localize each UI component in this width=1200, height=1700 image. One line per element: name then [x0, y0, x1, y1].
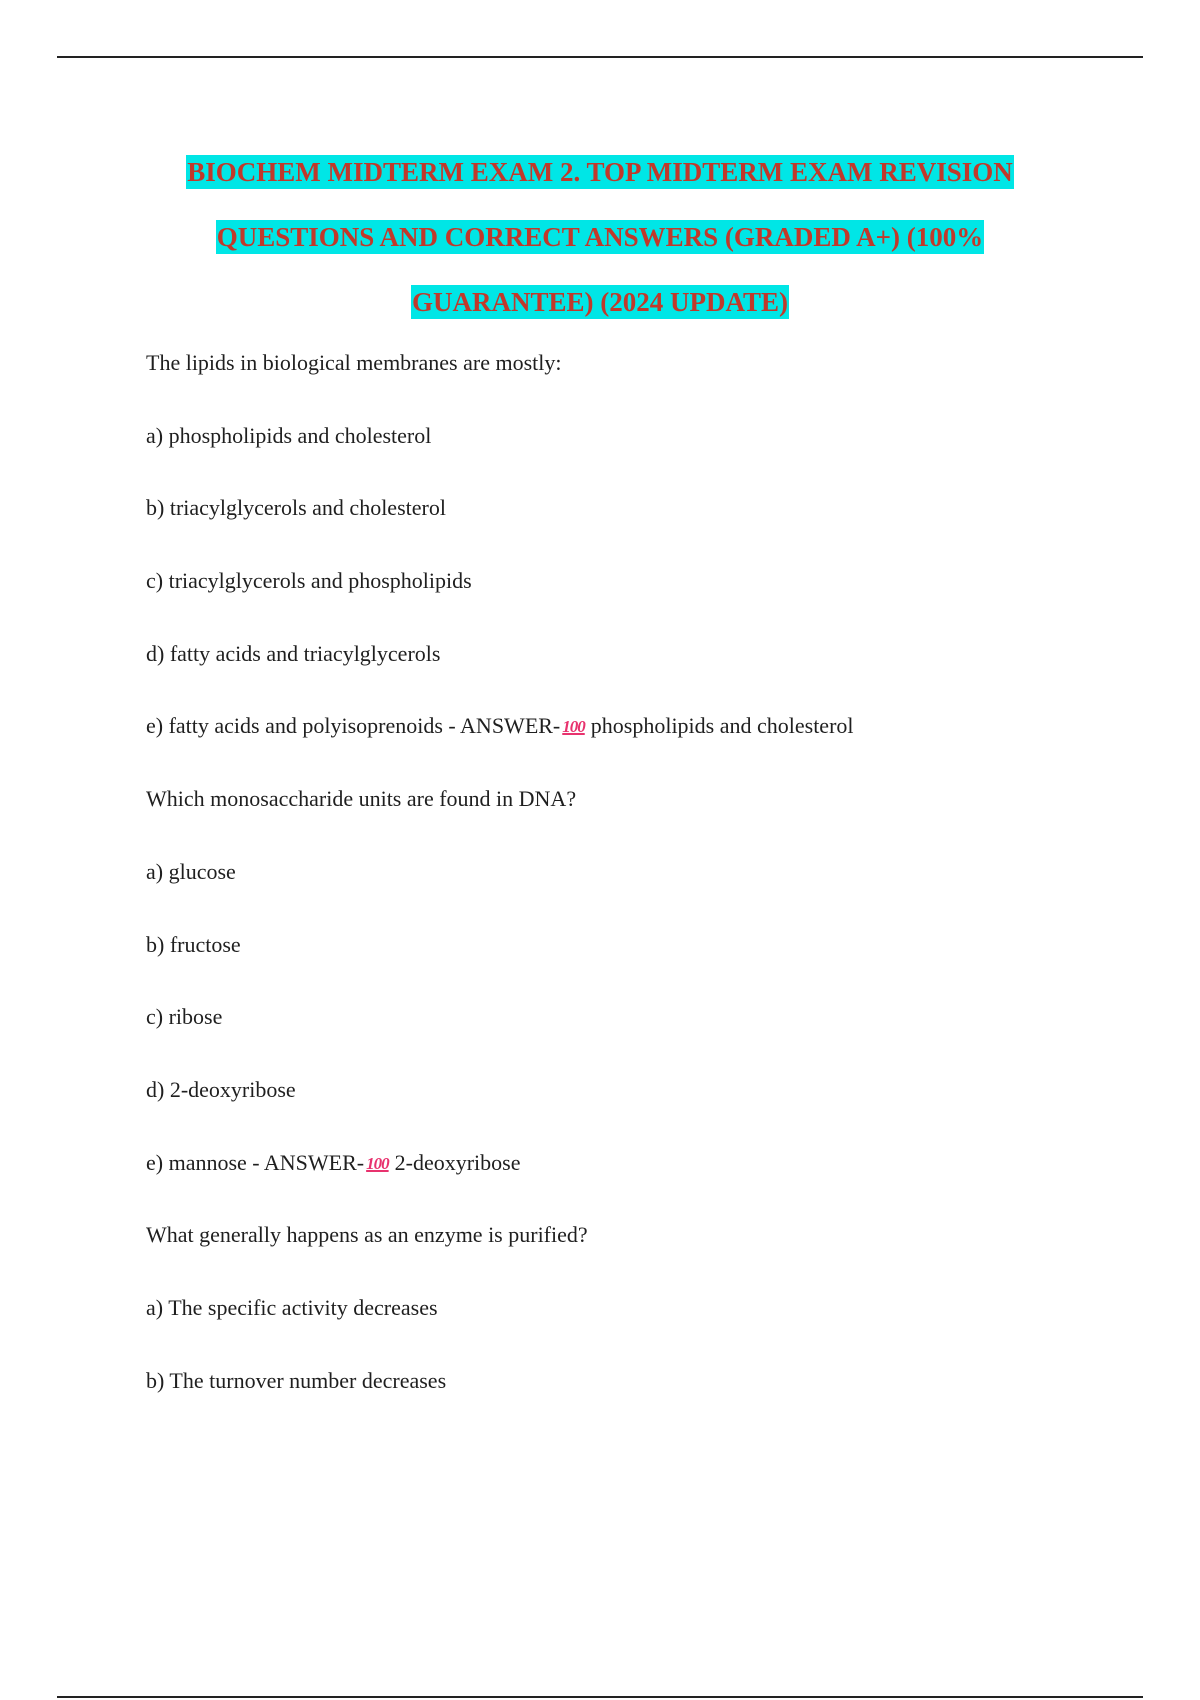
- answer-text: 2-deoxyribose: [394, 1149, 521, 1175]
- hundred-points-icon: 100: [562, 717, 585, 737]
- option-e: e) mannose - ANSWER-: [146, 1149, 365, 1175]
- option-a: a) phospholipids and cholesterol: [146, 422, 432, 448]
- option-d: d) fatty acids and triacylglycerols: [146, 640, 441, 666]
- option-e-with-answer: [146, 713, 1106, 786]
- option-b: b) The turnover number decreases: [146, 1367, 447, 1393]
- option-d: d) 2-deoxyribose: [146, 1076, 296, 1102]
- title-highlight: QUESTIONS AND CORRECT ANSWERS (GRADED A+) (100%: [216, 222, 984, 252]
- title-line: [100, 140, 1100, 205]
- hundred-points-icon: 100: [366, 1153, 389, 1173]
- document-body: [146, 350, 1106, 1440]
- option-c: c) ribose: [146, 1004, 223, 1030]
- option-a: a) The specific activity decreases: [146, 1294, 438, 1320]
- option-b: b) fructose: [146, 931, 241, 957]
- question-stem: Which monosaccharide units are found in DNA?: [146, 786, 577, 812]
- title-highlight: GUARANTEE) (2024 UPDATE): [412, 287, 788, 317]
- question-stem: The lipids in biological membranes are mostly:: [146, 350, 562, 375]
- header-rule: [57, 56, 1143, 58]
- footer-rule: [57, 1696, 1143, 1698]
- option-e-with-answer: [146, 1150, 1106, 1223]
- title-line: [100, 205, 1100, 270]
- answer-text: phospholipids and cholesterol: [590, 713, 854, 739]
- option-a: a) glucose: [146, 858, 236, 884]
- title-highlight: BIOCHEM MIDTERM EXAM 2. TOP MIDTERM EXAM REVISION: [187, 157, 1013, 187]
- document-title: [100, 140, 1100, 335]
- question-stem: What generally happens as an enzyme is purified?: [146, 1222, 588, 1248]
- option-e: e) fatty acids and polyisoprenoids - ANSWER-: [146, 713, 561, 739]
- option-b: b) triacylglycerols and cholesterol: [146, 495, 446, 521]
- title-line: [100, 270, 1100, 335]
- option-c: c) triacylglycerols and phospholipids: [146, 568, 472, 594]
